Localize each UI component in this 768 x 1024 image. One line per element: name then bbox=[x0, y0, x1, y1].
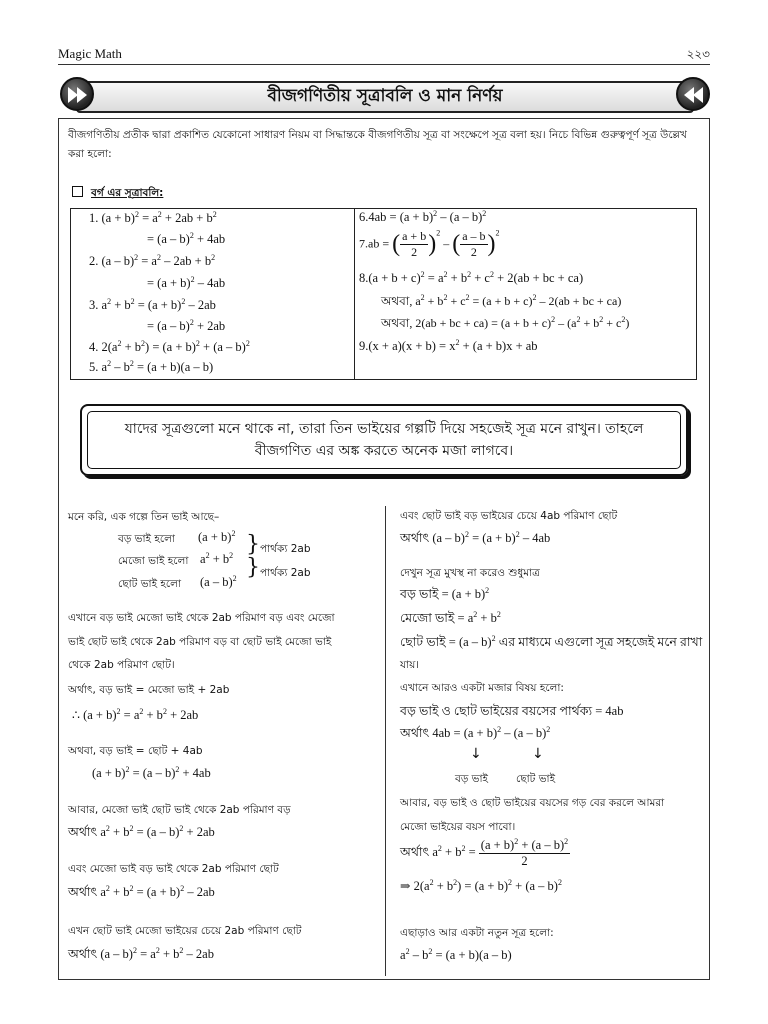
formula-8c: অথবা, 2(ab + bc + $ca) = (a + b + c)^2 - (a^2 + b^2 + c^2)$ bbox=[381, 315, 630, 330]
formula-line: ⇒ $2(a^2 + b^2) = (a + b)^2 + (a - b)^2$ bbox=[400, 878, 562, 893]
intro-paragraph: বীজগণিতীয় প্রতীক দ্বারা প্রকাশিত যেকোনো সাধারণ নিয়ম বা সিদ্ধান্তকে বীজগণিতীয় সূত্র বা সংক্ষেপে সূত্র বলা হয়। নিচে বিভিন্ন গুরুত্বপূর্ণ সূত্র উল্লেখ করা হলো: bbox=[68, 129, 687, 160]
page-number: ২২৩ bbox=[686, 47, 710, 61]
elder-brother-caption: বড় ভাই bbox=[455, 773, 489, 785]
formula-line: ছোট ভাই = (a – b)$^2$ এর মাধ্যমে এগুলো সূত্র সহজেই মনে রাখা bbox=[400, 634, 703, 649]
fast-forward-icon bbox=[60, 77, 94, 111]
formula-2a: 2. $(a - b)^2 = a^2 - 2ab + b^2$ bbox=[89, 253, 216, 268]
paragraph-line: এবং ছোট ভাই বড় ভাইয়ের চেয়ে 4ab পরিমাণ ছোট bbox=[400, 510, 618, 522]
paragraph-line: এবং মেজো ভাই বড় ভাই থেকে 2ab পরিমাণ ছোট bbox=[68, 863, 279, 875]
middle-brother-label: মেজো ভাই হলো bbox=[118, 555, 189, 567]
brace-icon: } bbox=[246, 532, 260, 557]
difference-1: পার্থক্য 2ab bbox=[260, 543, 311, 555]
formula-line: অর্থাৎ $a^2 + b^2 = (a + b)^2 - 2ab$ bbox=[68, 884, 215, 899]
table-divider bbox=[354, 209, 355, 379]
formula-2b: = $(a + b)^2 - 4ab$ bbox=[147, 275, 226, 290]
paragraph-line: আবার, বড় ভাই ও ছোট ভাইয়ের বয়সের গড় বের করলে আমরা bbox=[400, 797, 665, 809]
formula-7-minus: – bbox=[443, 236, 450, 251]
fraction-2: $\frac{a - b}{2}$ bbox=[462, 229, 486, 259]
formula-7: 7.ab = ( $\frac{a + b}{2}$ )$^2$ – ( $\frac{a - b}{2}$ )$^2$ bbox=[359, 228, 500, 259]
formula-table bbox=[70, 208, 697, 380]
header-rule bbox=[58, 64, 710, 65]
formula-8b: অথবা, $a^2 + b^2 + c^2 = (a + b + c)^2 - 2(ab$ + bc + ca) bbox=[381, 293, 622, 308]
fraction-1: $\frac{a + b}{2}$ bbox=[402, 229, 427, 259]
paragraph-line: এখানে বড় ভাই মেজো ভাই থেকে 2ab পরিমাণ বড় এবং মেজো bbox=[68, 612, 335, 624]
brace-icon: } bbox=[246, 555, 260, 580]
section-label-text: বর্গ এর সূত্রাবলি: bbox=[91, 187, 164, 199]
rewind-icon bbox=[676, 77, 710, 111]
down-arrow-icon: ↓ bbox=[470, 746, 482, 762]
banner-title: বীজগণিতীয় সূত্রাবলি ও মান নির্ণয় bbox=[76, 81, 694, 113]
formula-1b: = (a – b)$^2$ + 4ab bbox=[147, 231, 226, 246]
formula-line: $(a + b)^2 = (a - b)^2 + 4ab$ bbox=[92, 765, 211, 780]
average-formula bbox=[400, 838, 570, 869]
formula-7-prefix: 7.ab = bbox=[359, 236, 390, 251]
paragraph-line: এছাড়াও আর একটা নতুন সূত্র হলো: bbox=[400, 927, 554, 939]
formula-3b: = (a – b)$^2$ + 2ab bbox=[147, 318, 226, 333]
younger-brother-label: ছোট ভাই হলো bbox=[118, 578, 181, 590]
column-divider bbox=[385, 506, 386, 976]
formula-4: 4. $2(a^2 + b^2) = (a + b)^2 + (a - b)^2$ bbox=[89, 339, 250, 354]
section-label bbox=[72, 186, 163, 203]
tip-callout bbox=[80, 404, 688, 476]
difference-2: পার্থক্য 2ab bbox=[260, 567, 311, 579]
average-fraction: $\frac{(a + b)^2 + (a - b)^2}{2}$ bbox=[480, 837, 569, 868]
title-banner bbox=[60, 76, 710, 114]
running-header: Magic Math bbox=[58, 46, 122, 61]
paragraph-line: মেজো ভাইয়ের বয়স পাবো। bbox=[400, 821, 516, 833]
formula-line: বড় ভাই = $(a + b)^2$ bbox=[400, 586, 490, 601]
checkbox-square-icon bbox=[72, 186, 83, 197]
younger-brother-caption: ছোট ভাই bbox=[516, 773, 556, 785]
formula-8: $8.(a + b + c)^2 = a^2 + b^2 + c^2 + 2(ab$ + bc + ca) bbox=[359, 270, 584, 285]
formula-line: $a^2 - b^2 = (a + b)(a - b)$ bbox=[400, 947, 512, 962]
paragraph-line: এখন ছোট ভাই মেজো ভাইয়ের চেয়ে 2ab পরিমাণ ছোট bbox=[68, 925, 302, 937]
formula-line: অর্থাৎ $(a - b)^2 = a^2 + b^2 - 2ab$ bbox=[68, 946, 214, 961]
paragraph-line: আবার, মেজো ভাই ছোট ভাই থেকে 2ab পরিমাণ বড় bbox=[68, 804, 291, 816]
formula-1a: 1. $(a + b)^2 = a^2 + 2ab + b^2$ bbox=[89, 210, 217, 225]
formula-line: অর্থাৎ $(a - b)^2 = (a + b)^2 - 4ab$ bbox=[400, 530, 551, 545]
formula-6: $6.4ab = (a + b)^2 - (a - b)^2$ bbox=[359, 209, 487, 224]
paragraph-line: ভাই ছোট ভাই থেকে 2ab পরিমাণ বড় বা ছোট ভাই মেজো ভাই bbox=[68, 636, 332, 648]
formula-line: বড় ভাই ও ছোট ভাইয়ের বয়সের পার্থক্য = 4ab bbox=[400, 704, 624, 718]
elder-brother-label: বড় ভাই হলো bbox=[118, 533, 175, 545]
paragraph-line: যায়। bbox=[400, 659, 420, 671]
paragraph-line: অর্থাৎ, বড় ভাই = মেজো ভাই + 2ab bbox=[68, 684, 230, 696]
formula-line: অর্থাৎ $a^2 + b^2 = (a - b)^2 + 2ab$ bbox=[68, 824, 215, 839]
tip-text: যাদের সূত্রগুলো মনে থাকে না, তারা তিন ভাইয়ের গল্পটি দিয়ে সহজেই সূত্র মনে রাখুন। তাহলে বীজগণিত এর অঙ্ক করতে অনেক মজা লাগবে। bbox=[87, 411, 681, 469]
formula-9: $9.(x + a)(x + b) = x^2 + (a + b)x$ + ab bbox=[359, 338, 538, 353]
down-arrow-icon: ↓ bbox=[532, 746, 544, 762]
formula-line: অর্থাৎ $4ab = (a + b)^2 - (a - b)^2$ bbox=[400, 725, 551, 740]
paragraph-line: থেকে 2ab পরিমাণ ছোট। bbox=[68, 659, 175, 671]
paragraph-line: দেখুন সূত্র মুখস্থ না করেও শুধুমাত্র bbox=[400, 567, 540, 579]
younger-brother-value: (a – b)$^2$ bbox=[200, 574, 237, 589]
paragraph-line: এখানে আরও একটা মজার বিষয় হলো: bbox=[400, 682, 564, 694]
formula-5: 5. $a^2 - b^2 = (a + b)(a - b)$ bbox=[89, 359, 214, 374]
middle-brother-value: $a^2 + b^2$ bbox=[200, 551, 234, 566]
paragraph-line: অথবা, বড় ভাই = ছোট + 4ab bbox=[68, 745, 203, 757]
formula-line: ∴ $(a + b)^2 = a^2 + b^2 + 2ab$ bbox=[72, 707, 199, 722]
story-intro: মনে করি, এক গল্পে তিন ভাই আছে– bbox=[68, 511, 220, 523]
formula-3a: 3. $a^2 + b^2 = (a + b)^2 - 2ab$ bbox=[89, 297, 216, 312]
formula-line: মেজো ভাই = $a^2 + b^2$ bbox=[400, 610, 501, 625]
average-prefix: অর্থাৎ $a^2 + b^2$ = bbox=[400, 843, 476, 859]
elder-brother-value: $(a + b)^2$ bbox=[198, 529, 236, 544]
